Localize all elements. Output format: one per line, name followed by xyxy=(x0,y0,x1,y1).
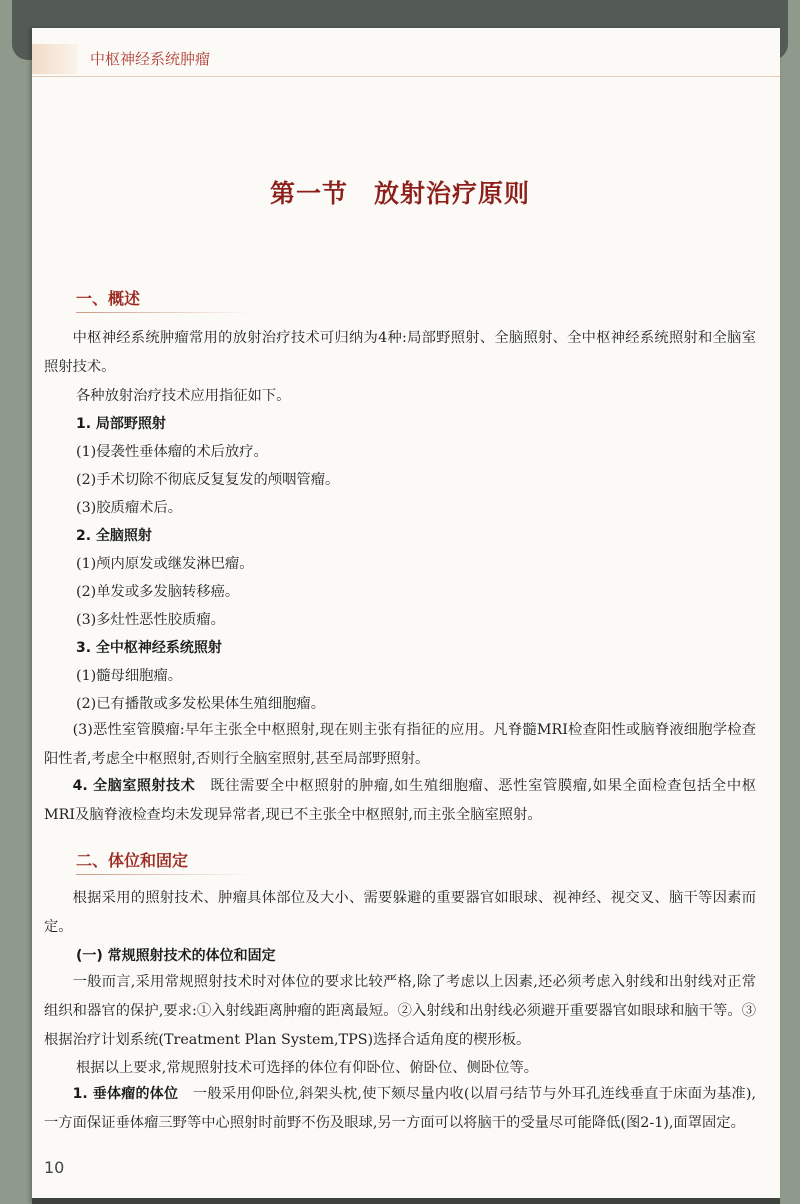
section-title: 第一节 放射治疗原则 xyxy=(269,179,530,208)
item-cns-1: (1)髓母细胞瘤。 xyxy=(76,668,183,684)
conventional-technique-p2: 根据以上要求,常规照射技术可选择的体位有仰卧位、俯卧位、侧卧位等。 xyxy=(76,1060,539,1076)
item-local-field-2: (2)手术切除不彻底反复复发的颅咽管瘤。 xyxy=(76,472,340,488)
item-local-field-title: 1. 局部野照射 xyxy=(76,416,166,432)
overview-lead: 各种放射治疗技术应用指征如下。 xyxy=(76,388,291,404)
item-whole-brain-3: (3)多灶性恶性胶质瘤。 xyxy=(76,612,225,628)
heading-position-fixation: 二、体位和固定 xyxy=(76,848,188,871)
position-intro: 根据采用的照射技术、肿瘤具体部位及大小、需要躲避的重要器官如眼球、视神经、视交叉、脑干等因素而定。 xyxy=(44,890,756,935)
heading-overview: 一、概述 xyxy=(76,286,140,309)
item-whole-brain-1: (1)颅内原发或继发淋巴瘤。 xyxy=(76,556,254,572)
item-local-field-1: (1)侵袭性垂体瘤的术后放疗。 xyxy=(76,444,268,460)
item-cns-title: 3. 全中枢神经系统照射 xyxy=(76,640,222,656)
item-ventricle-text: 既往需要全中枢照射的肿瘤,如生殖细胞瘤、恶性室管膜瘤,如果全面检查包括全中枢MRI及脑脊液检查均未发现异常者,现已不主张全中枢照射,而主张全脑室照射。 xyxy=(44,778,757,823)
pituitary-title: 1. 垂体瘤的体位 xyxy=(72,1086,179,1102)
pituitary-text: 一般采用仰卧位,斜架头枕,使下颏尽量内收(以眉弓结节与外耳孔连线垂直于床面为基准),一方面保证垂体瘤三野等中心照射时前野不伤及眼球,另一方面可以将脑干的受量尽可能降低(图2-1),面罩固定。 xyxy=(44,1086,757,1131)
page-number: 10 xyxy=(44,1158,65,1177)
item-local-field-3: (3)胶质瘤术后。 xyxy=(76,500,183,516)
pituitary-paragraph xyxy=(44,1080,756,1138)
item-ventricle-title: 4. 全脑室照射技术 xyxy=(72,778,196,794)
item-ventricle-paragraph xyxy=(44,772,756,830)
bottom-edge xyxy=(32,1198,780,1204)
item-whole-brain-title: 2. 全脑照射 xyxy=(76,528,152,544)
item-cns-3: (3)恶性室管膜瘤:早年主张全中枢照射,现在则主张有指征的应用。凡脊髓MRI检查阳性或脑脊液细胞学检查阳性者,考虑全中枢照射,否则行全脑室照射,甚至局部野照射。 xyxy=(44,722,756,767)
conventional-technique-p1: 一般而言,采用常规照射技术时对体位的要求比较严格,除了考虑以上因素,还必须考虑入射线和出射线对正常组织和器官的保护,要求:①入射线距离肿瘤的距离最短。②入射线和出射线必须避开重要器官如眼球和脑干等。③根据治疗计划系统(Treatment Plan System,TPS)选择合适角度的楔形板。 xyxy=(44,974,756,1048)
book-page xyxy=(32,28,780,1204)
conventional-technique-title: (一) 常规照射技术的体位和固定 xyxy=(76,948,276,964)
running-head-text: 中枢神经系统肿瘤 xyxy=(90,50,211,68)
overview-intro: 中枢神经系统肿瘤常用的放射治疗技术可归纳为4种:局部野照射、全脑照射、全中枢神经系统照射和全脑室照射技术。 xyxy=(44,330,756,375)
header-tab-decoration xyxy=(32,44,78,74)
running-head xyxy=(32,42,780,77)
item-cns-2: (2)已有播散或多发松果体生殖细胞瘤。 xyxy=(76,696,325,712)
item-whole-brain-2: (2)单发或多发脑转移癌。 xyxy=(76,584,240,600)
